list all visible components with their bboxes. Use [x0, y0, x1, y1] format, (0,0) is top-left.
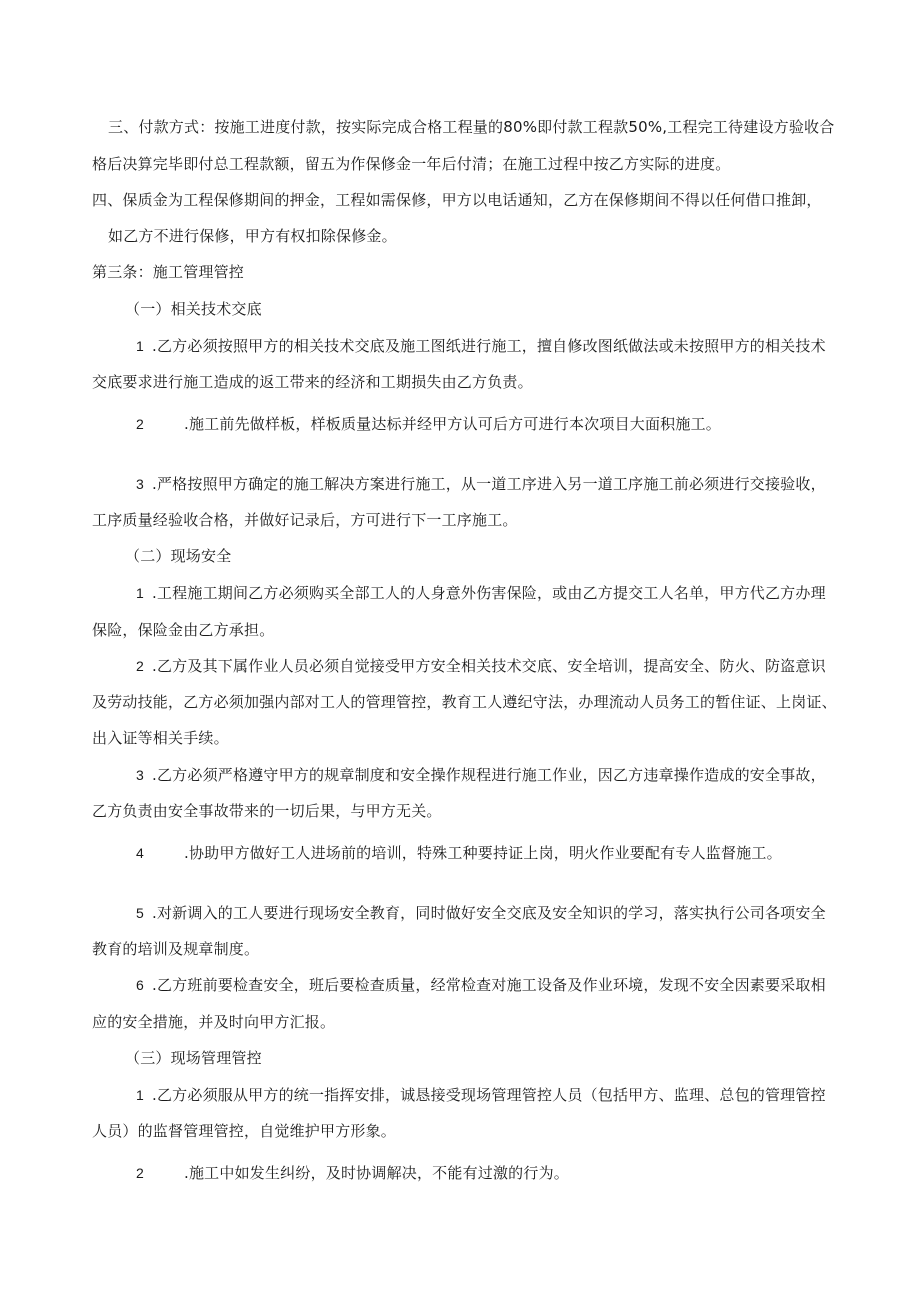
safety-item-4-number: 4 [136, 845, 144, 861]
safety-item-2-number: 2 [136, 658, 144, 674]
subheading-site: （三）现场管理管控 [125, 1049, 262, 1067]
warranty-line-2: 如乙方不进行保修，甲方有权扣除保修金。 [108, 227, 397, 245]
site-item-2-number: 2 [136, 1165, 144, 1181]
tech-item-1-line-1: .乙方必须按照甲方的相关技术交底及施工图纸进行施工，擅自修改图纸做法或未按照甲方的相关技术 [152, 337, 826, 355]
warranty-line-1: 四、保质金为工程保修期间的押金，工程如需保修，甲方以电话通知，乙方在保修期间不得以任何借口推卸， [92, 191, 822, 209]
tech-item-1-line-2: 交底要求进行施工造成的返工带来的经济和工期损失由乙方负责。 [92, 373, 533, 391]
payment-line-2: 格后决算完毕即付总工程款额，留五为作保修金一年后付清；在施工过程中按乙方实际的进度。 [92, 155, 731, 173]
safety-item-3-line-1: .乙方必须严格遵守甲方的规章制度和安全操作规程进行施工作业，因乙方违章操作造成的安全事故， [152, 766, 826, 784]
site-item-1-line-2: 人员）的监督管理管控，自觉维护甲方形象。 [92, 1122, 397, 1140]
safety-item-1-line-2: 保险，保险金由乙方承担。 [92, 621, 275, 639]
site-item-1-number: 1 [136, 1087, 144, 1103]
site-item-1-line-1: .乙方必须服从甲方的统一指挥安排，诚恳接受现场管理管控人员（包括甲方、监理、总包的管理管控 [152, 1086, 826, 1104]
safety-item-1-line-1: .工程施工期间乙方必须购买全部工人的人身意外伤害保险，或由乙方提交工人名单，甲方代乙方办理 [152, 584, 826, 602]
safety-item-5-line-2: 教育的培训及规章制度。 [92, 940, 260, 958]
tech-item-3-line-1: .严格按照甲方确定的施工解决方案进行施工，从一道工序进入另一道工序施工前必须进行交接验收， [152, 475, 826, 493]
safety-item-2-line-2: 及劳动技能，乙方必须加强内部对工人的管理管控，教育工人遵纪守法，办理流动人员务工的暂住证、上岗证、 [92, 693, 837, 711]
tech-item-2-number: 2 [136, 416, 144, 432]
article-heading: 第三条：施工管理管控 [92, 263, 245, 281]
safety-item-6-line-1: .乙方班前要检查安全，班后要检查质量，经常检查对施工设备及作业环境，发现不安全因素要采取相 [152, 976, 826, 994]
safety-item-6-number: 6 [136, 977, 144, 993]
payment-line-1: 三、付款方式：按施工进度付款，按实际完成合格工程量的80%即付款工程款50%,工程完工待建设方验收合 [108, 118, 835, 136]
safety-item-6-line-2: 应的安全措施，并及时向甲方汇报。 [92, 1013, 336, 1031]
tech-item-3-number: 3 [136, 476, 144, 492]
safety-item-2-line-3: 出入证等相关手续。 [92, 729, 229, 747]
safety-item-2-line-1: .乙方及其下属作业人员必须自觉接受甲方安全相关技术交底、安全培训，提高安全、防火、防盗意识 [152, 657, 826, 675]
subheading-safety: （二）现场安全 [125, 547, 232, 565]
safety-item-4-line-1: .协助甲方做好工人进场前的培训，特殊工种要持证上岗，明火作业要配有专人监督施工。 [184, 844, 782, 862]
safety-item-3-number: 3 [136, 767, 144, 783]
tech-item-3-line-2: 工序质量经验收合格，并做好记录后，方可进行下一工序施工。 [92, 511, 518, 529]
safety-item-1-number: 1 [136, 585, 144, 601]
site-item-2-line-1: .施工中如发生纠纷，及时协调解决，不能有过激的行为。 [184, 1164, 569, 1182]
safety-item-3-line-2: 乙方负责由安全事故带来的一切后果，与甲方无关。 [92, 802, 442, 820]
tech-item-1-number: 1 [136, 338, 144, 354]
tech-item-2-line-1: .施工前先做样板，样板质量达标并经甲方认可后方可进行本次项目大面积施工。 [184, 415, 721, 433]
subheading-tech: （一）相关技术交底 [125, 300, 262, 318]
safety-item-5-number: 5 [136, 905, 144, 921]
safety-item-5-line-1: .对新调入的工人要进行现场安全教育，同时做好安全交底及安全知识的学习，落实执行公司各项安全 [152, 904, 826, 922]
